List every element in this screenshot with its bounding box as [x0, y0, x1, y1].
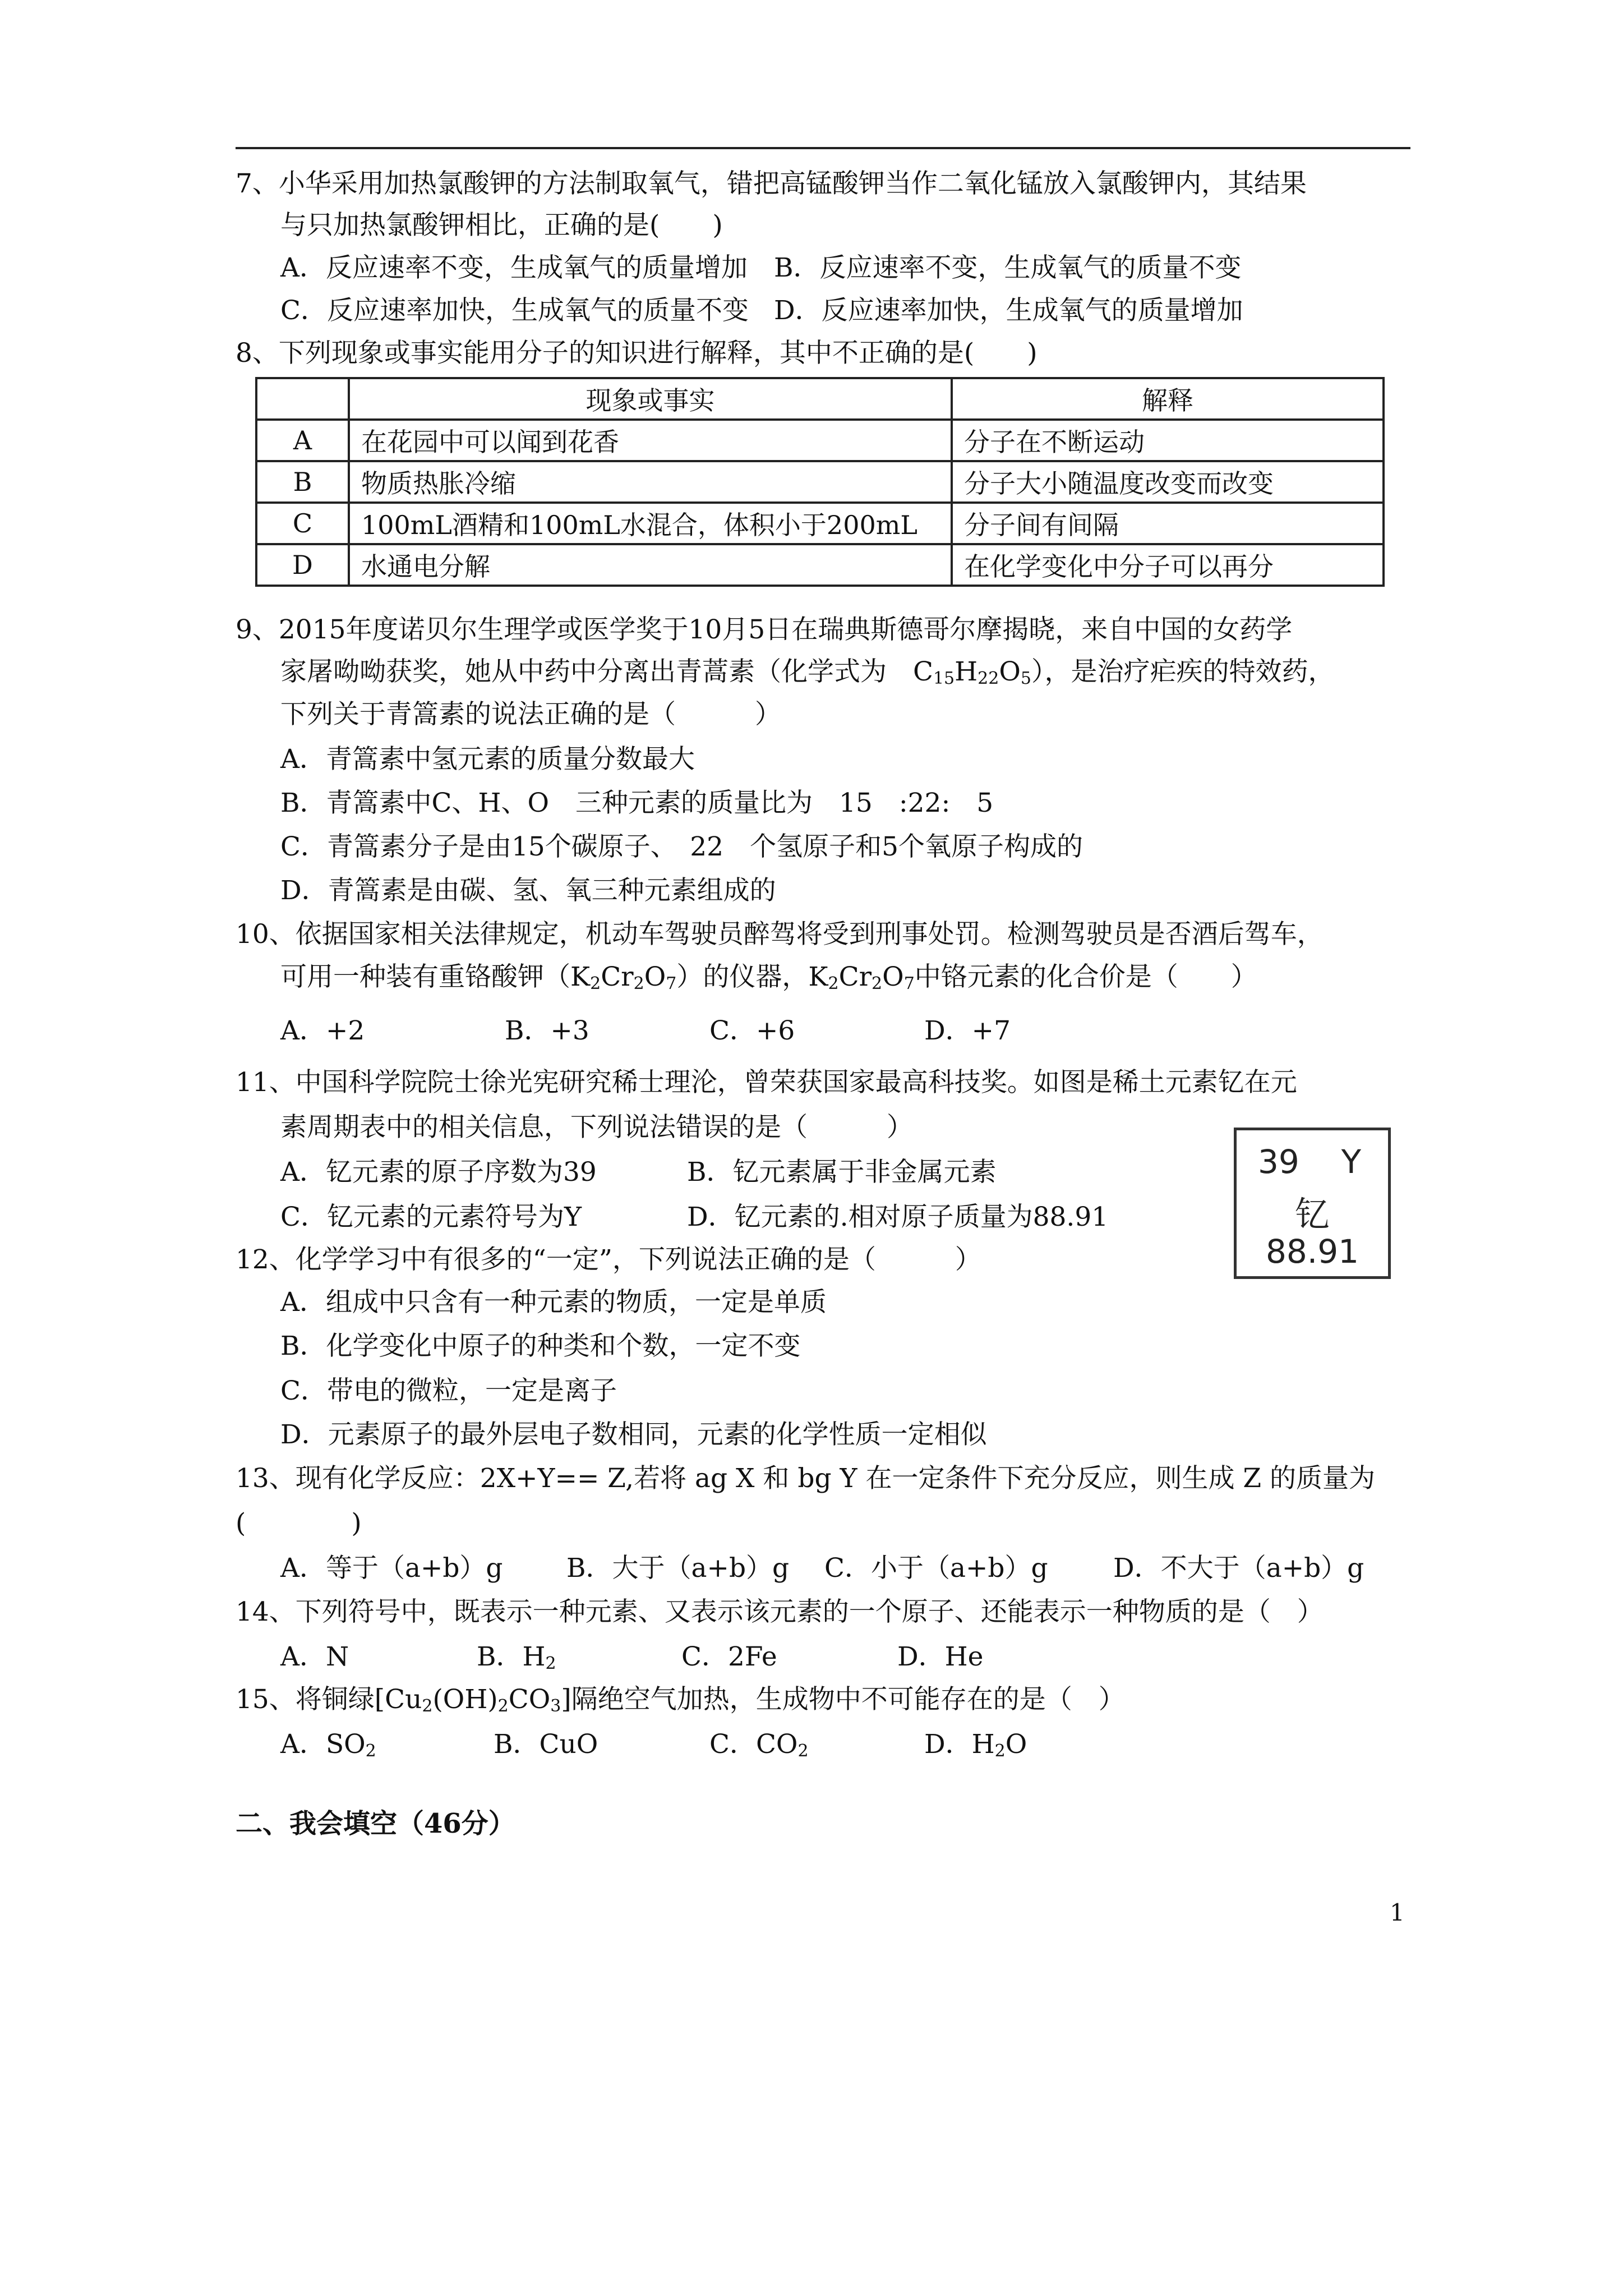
q7-stem-line1: 7、小华采用加热氯酸钾的方法制取氧气，错把高锰酸钾当作二氧化锰放入氯酸钾内，其结果: [236, 168, 1307, 199]
q12-option-d[interactable]: D．元素原子的最外层电子数相同，元素的化学性质一定相似: [280, 1419, 987, 1450]
q8-row-phenomenon: 物质热胀冷缩: [349, 461, 952, 503]
q13-stem-line1: 13、现有化学反应：2X+Y== Z,若将 ag X 和 bg Y 在一定条件下充分反应，则生成 Z 的质量为: [236, 1463, 1375, 1494]
q7-option-c[interactable]: C．反应速率加快，生成氧气的质量不变: [280, 295, 749, 326]
q9-option-b[interactable]: B．青篙素中C、H、O 三种元素的质量比为 15 :22: 5: [280, 788, 994, 818]
q10-subscript: 2: [872, 974, 883, 993]
q15-option-c-text: C．CO: [709, 1729, 798, 1760]
q7-option-d[interactable]: D．反应速率加快，生成氧气的质量增加: [774, 295, 1243, 326]
element-symbol: Y: [1341, 1143, 1361, 1181]
q8-row-explanation: 分子在不断运动: [952, 420, 1384, 461]
q8-table: [255, 377, 1385, 587]
q8-table-header: [256, 378, 1384, 420]
q8-header-explanation: 解释: [952, 378, 1384, 420]
q10-option-d[interactable]: D．+7: [924, 1015, 1011, 1046]
table-row: [256, 544, 1384, 586]
element-atomic-mass: 88.91: [1265, 1232, 1359, 1271]
q8-row-letter: D: [256, 544, 349, 586]
q8-row-letter: B: [256, 461, 349, 503]
header-rule: [236, 147, 1410, 149]
q15-text: CO: [508, 1684, 551, 1715]
table-row: [256, 420, 1384, 461]
element-name: 钇: [1294, 1194, 1330, 1235]
q8-row-explanation: 分子间有间隔: [952, 503, 1384, 544]
q14-option-b-text: B．H: [477, 1641, 546, 1672]
yttrium-element-card: [1234, 1128, 1391, 1279]
q9-text: ），是治疗疟疾的特效药，: [1031, 656, 1335, 687]
q9-text: O: [999, 656, 1021, 687]
q9-option-c[interactable]: C．青篙素分子是由15个碳原子、 22 个氢原子和5个氧原子构成的: [280, 831, 1083, 862]
q15-option-d-subscript: 2: [994, 1741, 1006, 1761]
q11-stem-line1: 11、中国科学院院士徐光宪研究稀士理沦，曾荣获国家最高科技奖。如图是稀土元素钇在元: [236, 1067, 1297, 1098]
q11-option-c[interactable]: C．钇元素的元素符号为Y: [280, 1202, 582, 1232]
q13-option-c[interactable]: C．小于（a+b）g: [824, 1553, 1048, 1584]
section-heading: 二、我会填空（46分）: [236, 1808, 515, 1839]
q15-subscript: 3: [550, 1696, 561, 1716]
q12-option-b[interactable]: B．化学变化中原子的种类和个数，一定不变: [280, 1331, 801, 1361]
q8-header-blank: [256, 378, 349, 420]
q15-option-d-text: O: [1005, 1729, 1027, 1760]
q15-text: 15、将铜绿[Cu: [236, 1684, 422, 1715]
q10-stem-line1: 10、依据国家相关法律规定，机动车驾驶员醉驾将受到刑事处罚。检测驾驶员是否酒后驾车，: [236, 919, 1324, 950]
q15-subscript: 2: [422, 1696, 433, 1716]
q14-option-b-subscript: 2: [545, 1654, 556, 1673]
q8-row-phenomenon: 水通电分解: [349, 544, 952, 586]
q10-text: O: [882, 961, 904, 992]
q10-subscript: 2: [828, 974, 839, 993]
q8-row-phenomenon: 100mL酒精和100mL水混合，体积小于200mL: [349, 503, 952, 544]
q14-option-a[interactable]: A．N: [280, 1641, 349, 1672]
q10-option-a[interactable]: A．+2: [280, 1015, 365, 1046]
q15-text: ]隔绝空气加热，生成物中不可能存在的是（ ）: [561, 1684, 1125, 1715]
q9-stem-line1: 9、2015年度诺贝尔生理学或医学奖于10月5日在瑞典斯德哥尔摩揭晓，来自中国的女药学: [236, 614, 1293, 645]
q15-option-a-text: A．SO: [280, 1729, 366, 1760]
q15-option-d-text: D．H: [924, 1729, 995, 1760]
q14-option-d[interactable]: D．He: [897, 1641, 984, 1672]
q10-stem-line2: [280, 960, 1257, 994]
q10-text: ）的仪器，K: [676, 961, 828, 992]
q15-text: (OH): [432, 1684, 498, 1715]
table-row: [256, 503, 1384, 544]
q8-row-explanation: 分子大小随温度改变而改变: [952, 461, 1384, 503]
q12-stem: 12、化学学习中有很多的“一定”，下列说法正确的是（ ）: [236, 1244, 981, 1275]
q10-subscript: 2: [633, 974, 644, 993]
q9-text: 家屠呦呦获奖，她从中药中分离出青蒿素（化学式为 C: [280, 656, 933, 687]
q8-row-explanation: 在化学变化中分子可以再分: [952, 544, 1384, 586]
q10-option-b[interactable]: B．+3: [505, 1015, 589, 1046]
q13-option-a[interactable]: A．等于（a+b）g: [280, 1553, 503, 1584]
q10-text: 可用一种装有重铬酸钾（K: [280, 961, 591, 992]
q9-option-d[interactable]: D．青篙素是由碳、氢、氧三种元素组成的: [280, 875, 776, 906]
q9-subscript: 15: [933, 669, 955, 688]
q9-stem-line3: 下列关于青篙素的说法正确的是（ ）: [280, 699, 781, 730]
q11-option-b[interactable]: B．钇元素属于非金属元素: [687, 1157, 997, 1188]
q8-stem: 8、下列现象或事实能用分子的知识进行解释，其中不正确的是( ): [236, 338, 1038, 369]
q8-row-letter: C: [256, 503, 349, 544]
q10-text: Cr: [601, 961, 634, 992]
q11-option-a[interactable]: A．钇元素的原子序数为39: [280, 1157, 597, 1188]
q14-option-b[interactable]: [477, 1640, 556, 1674]
q8-row-phenomenon: 在花园中可以闻到花香: [349, 420, 952, 461]
q15-subscript: 2: [497, 1696, 509, 1716]
q13-stem-line2: ( ): [236, 1508, 362, 1539]
q7-stem-line2: 与只加热氯酸钾相比，正确的是( ): [280, 210, 723, 241]
element-atomic-number: 39: [1258, 1143, 1299, 1181]
q12-option-a[interactable]: A．组成中只含有一种元素的物质，一定是单质: [280, 1287, 827, 1318]
page-number: 1: [1390, 1899, 1405, 1926]
q9-option-a[interactable]: A．青篙素中氢元素的质量分数最大: [280, 744, 695, 775]
q11-stem-line2: 素周期表中的相关信息，下列说法错误的是（ ）: [280, 1112, 913, 1143]
q10-subscript: 2: [590, 974, 601, 993]
q9-subscript: 22: [978, 669, 999, 688]
q8-header-phenomenon: 现象或事实: [349, 378, 952, 420]
q10-text: O: [644, 961, 666, 992]
q14-option-c[interactable]: C．2Fe: [681, 1641, 777, 1672]
q10-option-c[interactable]: C．+6: [709, 1015, 795, 1046]
q15-option-a[interactable]: [280, 1728, 376, 1761]
q9-text: H: [955, 656, 978, 687]
q10-subscript: 7: [666, 974, 677, 993]
q12-option-c[interactable]: C．带电的微粒，一定是离子: [280, 1375, 617, 1406]
q10-subscript: 7: [903, 974, 915, 993]
q13-option-d[interactable]: D．不大于（a+b）g: [1113, 1553, 1364, 1584]
table-row: [256, 461, 1384, 503]
q8-row-letter: A: [256, 420, 349, 461]
q11-option-d[interactable]: D．钇元素的.相对原子质量为88.91: [687, 1202, 1109, 1232]
q15-stem: [236, 1683, 1125, 1717]
q10-text: 中铬元素的化合价是（ ）: [914, 961, 1257, 992]
q15-option-d[interactable]: [924, 1728, 1027, 1761]
q15-option-b[interactable]: B．CuO: [494, 1729, 598, 1760]
q7-option-a[interactable]: A．反应速率不变，生成氧气的质量增加: [280, 252, 748, 283]
q14-stem: 14、下列符号中，既表示一种元素、又表示该元素的一个原子、还能表示一种物质的是（ ）: [236, 1596, 1324, 1627]
q9-subscript: 5: [1020, 669, 1031, 688]
q15-option-c[interactable]: [709, 1728, 809, 1761]
q15-option-c-subscript: 2: [797, 1741, 809, 1761]
q15-option-a-subscript: 2: [365, 1741, 376, 1761]
q10-text: Cr: [838, 961, 872, 992]
q7-option-b[interactable]: B．反应速率不变，生成氧气的质量不变: [774, 252, 1242, 283]
q9-stem-line2: [280, 655, 1334, 689]
q13-option-b[interactable]: B．大于（a+b）g: [566, 1553, 790, 1584]
